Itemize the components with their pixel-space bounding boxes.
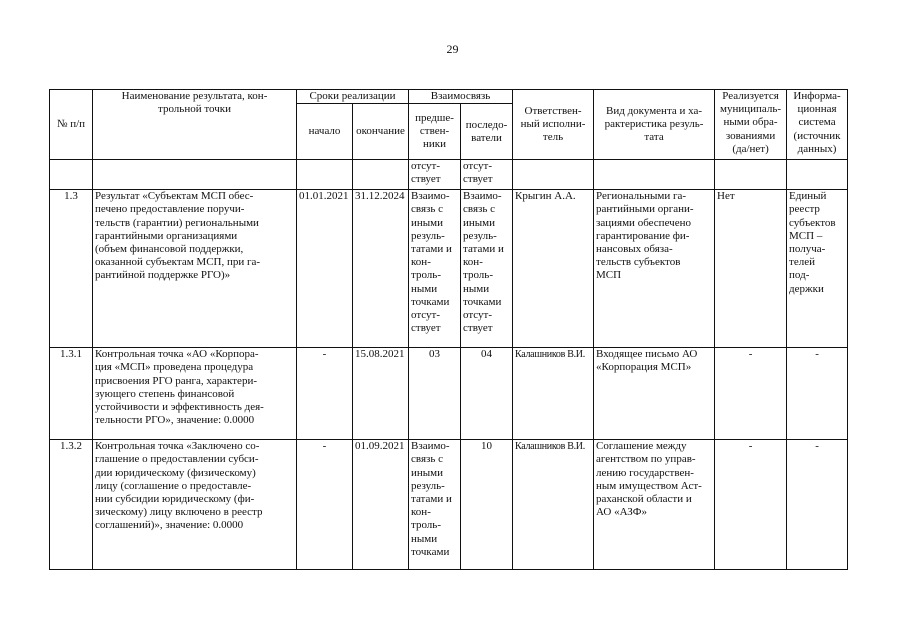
cell-responsible: Калашников В.И. bbox=[513, 440, 594, 570]
cell-num: 1.3.2 bbox=[50, 440, 93, 570]
cell-name bbox=[93, 160, 297, 190]
cell-successors: Взаимо- связь с иными резуль- татами и кон- троль- ными точками отсут- ствует bbox=[461, 190, 513, 348]
header-links: Взаимосвязь bbox=[409, 90, 513, 104]
cell-num bbox=[50, 160, 93, 190]
cell-doc-type bbox=[594, 160, 715, 190]
header-successors: последо- ватели bbox=[461, 104, 513, 160]
cell-municipal: - bbox=[715, 440, 787, 570]
cell-responsible: Калашников В.И. bbox=[513, 348, 594, 440]
cell-successors: 10 bbox=[461, 440, 513, 570]
header-terms: Сроки реализации bbox=[297, 90, 409, 104]
table-row bbox=[50, 190, 848, 348]
page-number: 29 bbox=[446, 42, 459, 56]
header-start: начало bbox=[297, 104, 353, 160]
cell-num: 1.3 bbox=[50, 190, 93, 348]
cell-info-system: - bbox=[787, 440, 848, 570]
cell-start bbox=[297, 160, 353, 190]
cell-start: 01.01.2021 bbox=[297, 190, 353, 348]
results-table bbox=[49, 89, 848, 570]
header-doc-type: Вид документа и ха- рактеристика резуль- тата bbox=[594, 90, 715, 160]
cell-doc-type: Региональными га- рантийными органи- зациями обеспечено гарантирование фи- нансовых обяза- тельств субъектов МСП bbox=[594, 190, 715, 348]
cell-successors: отсут- ствует bbox=[461, 160, 513, 190]
cell-name: Контрольная точка «Заключено со- глашение о предоставлении субси- дии юридическому (физическому) лицу (соглашение о предоставле- нии субсидии юридическому (фи- зическому) лицу включено в реестр соглашений)», значение: 0.0000 bbox=[93, 440, 297, 570]
cell-successors: 04 bbox=[461, 348, 513, 440]
cell-doc-type: Соглашение между агентством по управ- лению государствен- ным имуществом Аст- раханской области и АО «АЗФ» bbox=[594, 440, 715, 570]
cell-name: Контрольная точка «АО «Корпора- ция «МСП» проведена процедура присвоения РГО ранга, характери- зующего степень финансовой устойчивости и эффективность дея- тельности РГО», значение: 0.0000 bbox=[93, 348, 297, 440]
cell-info-system bbox=[787, 160, 848, 190]
cell-predecessors: Взаимо- связь с иными резуль- татами и кон- троль- ными точками bbox=[409, 440, 461, 570]
cell-start: - bbox=[297, 348, 353, 440]
table-row bbox=[50, 348, 848, 440]
header-responsible: Ответствен- ный исполни- тель bbox=[513, 90, 594, 160]
table-row bbox=[50, 160, 848, 190]
header-name: Наименование результата, кон- трольной точки bbox=[93, 90, 297, 160]
header-end: окончание bbox=[353, 104, 409, 160]
header-row-top bbox=[50, 90, 848, 104]
header-num: № п/п bbox=[50, 90, 93, 160]
cell-end: 15.08.2021 bbox=[353, 348, 409, 440]
cell-municipal: Нет bbox=[715, 190, 787, 348]
cell-responsible bbox=[513, 160, 594, 190]
cell-start: - bbox=[297, 440, 353, 570]
cell-name: Результат «Субъектам МСП обес- печено предоставление поручи- тельств (гарантии) региональными гарантийными организациями (объем финансовой поддержки, оказанной субъектам МСП, при га- рантийной поддержке РГО)» bbox=[93, 190, 297, 348]
cell-end bbox=[353, 160, 409, 190]
cell-num: 1.3.1 bbox=[50, 348, 93, 440]
cell-predecessors: отсут- ствует bbox=[409, 160, 461, 190]
cell-responsible: Крыгин А.А. bbox=[513, 190, 594, 348]
cell-doc-type: Входящее письмо АО «Корпорация МСП» bbox=[594, 348, 715, 440]
table-row bbox=[50, 440, 848, 570]
cell-predecessors: Взаимо- связь с иными резуль- татами и кон- троль- ными точками отсут- ствует bbox=[409, 190, 461, 348]
header-predecessors: предше- ствен- ники bbox=[409, 104, 461, 160]
header-info-system: Информа- ционная система (источник данных) bbox=[787, 90, 848, 160]
cell-info-system: Единый реестр субъектов МСП – получа- телей под- держки bbox=[787, 190, 848, 348]
header-municipal: Реализуется муниципаль- ными обра- зованиями (да/нет) bbox=[715, 90, 787, 160]
cell-municipal bbox=[715, 160, 787, 190]
cell-info-system: - bbox=[787, 348, 848, 440]
cell-end: 01.09.2021 bbox=[353, 440, 409, 570]
cell-end: 31.12.2024 bbox=[353, 190, 409, 348]
cell-predecessors: 03 bbox=[409, 348, 461, 440]
cell-municipal: - bbox=[715, 348, 787, 440]
